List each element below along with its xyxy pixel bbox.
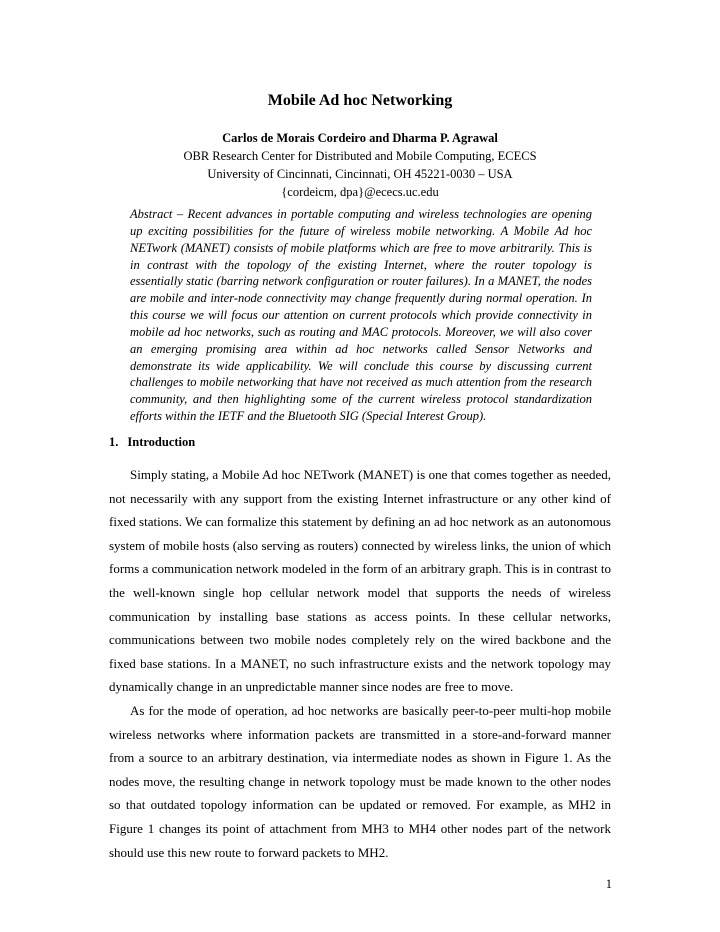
paragraph: As for the mode of operation, ad hoc networks are basically peer-to-peer multi-hop mobile wireless networks where information packets are transmitted in a store-and-forward manner from a source to an arbitrary destination, via intermediate nodes as shown in Figure 1. As the nodes move, the resulting change in network topology must be made known to the other nodes so that outdated topology information can be updated or removed. For example, as MH2 in Figure 1 changes its point of attachment from MH3 to MH4 other nodes part of the network should use this new route to forward packets to MH2. bbox=[109, 702, 611, 860]
paper-title: Mobile Ad hoc Networking bbox=[267, 92, 453, 109]
page-number: 1 bbox=[605, 877, 612, 891]
affiliation-line-2: University of Cincinnati, Cincinnati, OH 45221-0030 – USA bbox=[207, 167, 513, 181]
affiliation-line-1: OBR Research Center for Distributed and Mobile Computing, ECECS bbox=[183, 149, 537, 163]
section-title: Introduction bbox=[127, 435, 196, 449]
abstract: Abstract – Recent advances in portable computing and wireless technologies are opening up exciting possibilities for the future of wireless mobile networking. A Mobile Ad hoc NETwork (MANET) consists of mobile platforms which are free to move arbitrarily. This is in contrast with the topology of the existing Internet, where the router topology is essentially static (barring network configuration or router failures). In a MANET, the nodes are mobile and inter-node connectivity may change frequently during normal operation. In this course we will focus our attention on current protocols which provide connectivity in mobile ad hoc networks, such as routing and MAC protocols. Moreover, we will also cover an emerging promising area within ad hoc networks called Sensor Networks and demonstrate its wide applicability. We will conclude this course by discussing current challenges to mobile networking that have not received as much attention from the research community, and then highlighting some of the current wireless protocol standardization efforts within the IETF and the Bluetooth SIG (Special Interest Group). bbox=[130, 207, 592, 424]
author-block bbox=[0, 129, 720, 201]
author-email: {cordeicm, dpa}@ececs.uc.edu bbox=[281, 185, 439, 199]
section-number: 1. bbox=[109, 435, 119, 449]
section-heading bbox=[109, 435, 195, 450]
body-text bbox=[109, 463, 611, 864]
author-names: Carlos de Morais Cordeiro and Dharma P. Agrawal bbox=[222, 131, 498, 145]
paragraph: Simply stating, a Mobile Ad hoc NETwork (MANET) is one that comes together as needed, not necessarily with any support from the existing Internet infrastructure or any other kind of fixed stations. We can formalize this statement by defining an ad hoc network as an autonomous system of mobile hosts (also serving as routers) connected by wireless links, the union of which forms a communication network modeled in the form of an arbitrary graph. This is in contrast to the well-known single hop cellular network model that supports the needs of wireless communication by installing base stations as access points. In these cellular networks, communications between two mobile nodes completely rely on the wired backbone and the fixed base stations. In a MANET, no such infrastructure exists and the network topology may dynamically change in an unpredictable manner since nodes are free to move. bbox=[109, 467, 611, 695]
